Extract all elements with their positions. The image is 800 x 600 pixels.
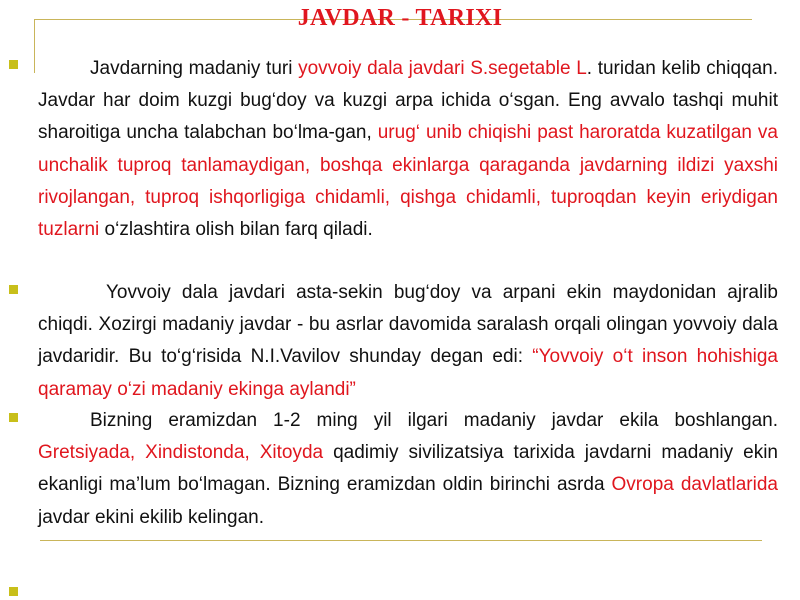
- bullet-square-icon: [9, 285, 18, 294]
- bullet-square-icon: [9, 60, 18, 69]
- bullet-square-icon: [9, 413, 18, 422]
- paragraph-2: [38, 277, 778, 406]
- paragraph-3-highlight-1: Gretsiyada, Xindistonda, Xitoyda: [38, 442, 324, 464]
- paragraph-1-highlight-1: yovvoiy dala javdari S.segetable L: [298, 58, 587, 79]
- paragraph-3-text-3: javdar ekini ekilib kelingan.: [38, 506, 265, 528]
- paragraph-1: [38, 53, 778, 246]
- paragraph-2-text-1: Yovvoiy dala javdari asta-sekin bug‘doy va arpani ekin maydonidan ajralib chiqdi. Xozirgi madaniy javdar - bu asrlar davomida saralash orqali olingan yovvoiy dala javdaridir. Bu to‘g‘risida N.I.Vavilov shunday degan edi:: [38, 282, 778, 368]
- paragraph-1-text-1: Javdarning madaniy turi: [90, 58, 299, 79]
- paragraph-1-highlight-2: urug‘ unib chiqishi past haroratda kuzatilgan va unchalik tuproq tanlamaydigan, boshqa ekinlarga qaraganda javdarning ildizi yaxshi rivojlangan, tuproq ishqorligiga chidamli, qishga chidamli, tuproqdan keyin eriydigan tuzlarni: [38, 122, 778, 241]
- slide-title: JAVDAR - TARIXI: [297, 5, 503, 31]
- paragraph-1-text-2: . turidan kelib chiqqan. Javdar har doim kuzgi bug‘doy va kuzgi arpa ichida o‘sgan. Eng avvalo tashqi muhit sharoitiga uncha talabchan bo‘lma-gan,: [38, 58, 778, 144]
- paragraph-3-highlight-2: Ovropa davlatlarida: [611, 474, 778, 496]
- paragraph-3-text-2: qadimiy sivilizatsiya tarixida javdarni madaniy ekin ekanligi ma’lum bo‘lmagan. Bizning eramizdan oldin birinchi asrda: [38, 442, 778, 496]
- paragraph-3-text-1: Bizning eramizdan 1-2 ming yil ilgari madaniy javdar ekila boshlangan.: [90, 410, 778, 431]
- paragraph-2-highlight-1: “Yovvoiy o‘t inson hohishiga qaramay o‘zi madaniy ekinga aylandi”: [38, 346, 779, 400]
- bullet-square-icon: [9, 587, 18, 596]
- frame-bottom-line: [40, 540, 762, 541]
- paragraph-3: [38, 405, 778, 534]
- paragraph-1-text-3: o‘zlashtira olish bilan farq qiladi.: [99, 219, 373, 241]
